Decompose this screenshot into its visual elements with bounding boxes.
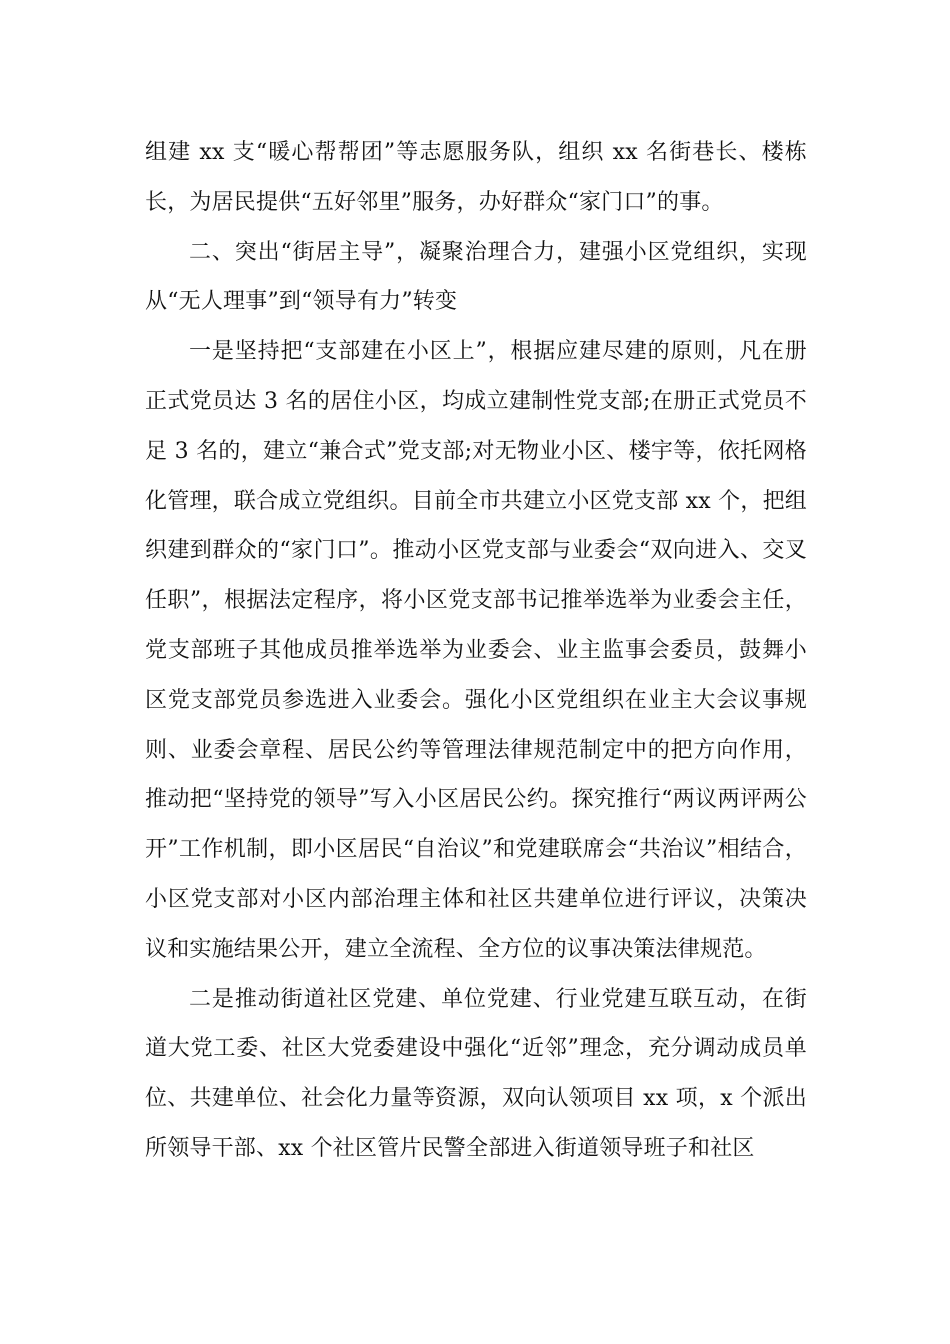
paragraph-point-one: 一是坚持把“支部建在小区上”，根据应建尽建的原则，凡在册正式党员达 3 名的居住小区，均成立建制性党支部;在册正式党员不足 3 名的，建立“兼合式”党支部;对无物业小区、楼宇等，依托网格化管理，联合成立党组织。目前全市共建立小区党支部 xx 个，把组织建到群众的“家门口”。推动小区党支部与业委会“双向进入、交叉任职”，根据法定程序，将小区党支部书记推举选举为业委会主任，党支部班子其他成员推举选举为业委会、业主监事会委员，鼓舞小区党支部党员参选进入业委会。强化小区党组织在业主大会议事规则、业委会章程、居民公约等管理法律规范制定中的把方向作用，推动把“坚持党的领导”写入小区居民公约。探究推行“两议两评两公开”工作机制，即小区居民“自治议”和党建联席会“共治议”相结合，小区党支部对小区内部治理主体和社区共建单位进行评议，决策决议和实施结果公开，建立全流程、全方位的议事决策法律规范。: [145, 339, 807, 962]
paragraph-point-two: 二是推动街道社区党建、单位党建、行业党建互联互动，在街道大党工委、社区大党委建设中强化“近邻”理念，充分调动成员单位、共建单位、社会化力量等资源，双向认领项目 xx 项，x 个派出所领导干部、xx 个社区管片民警全部进入街道领导班子和社区: [145, 986, 807, 1161]
paragraph-continuation: 组建 xx 支“暖心帮帮团”等志愿服务队，组织 xx 名街巷长、楼栋长，为居民提供“五好邻里”服务，办好群众“家门口”的事。: [145, 140, 807, 215]
section-heading: 二、突出“街居主导”，凝聚治理合力，建强小区党组织，实现从“无人理事”到“领导有力”转变: [145, 239, 807, 315]
document-body: [145, 128, 807, 1174]
